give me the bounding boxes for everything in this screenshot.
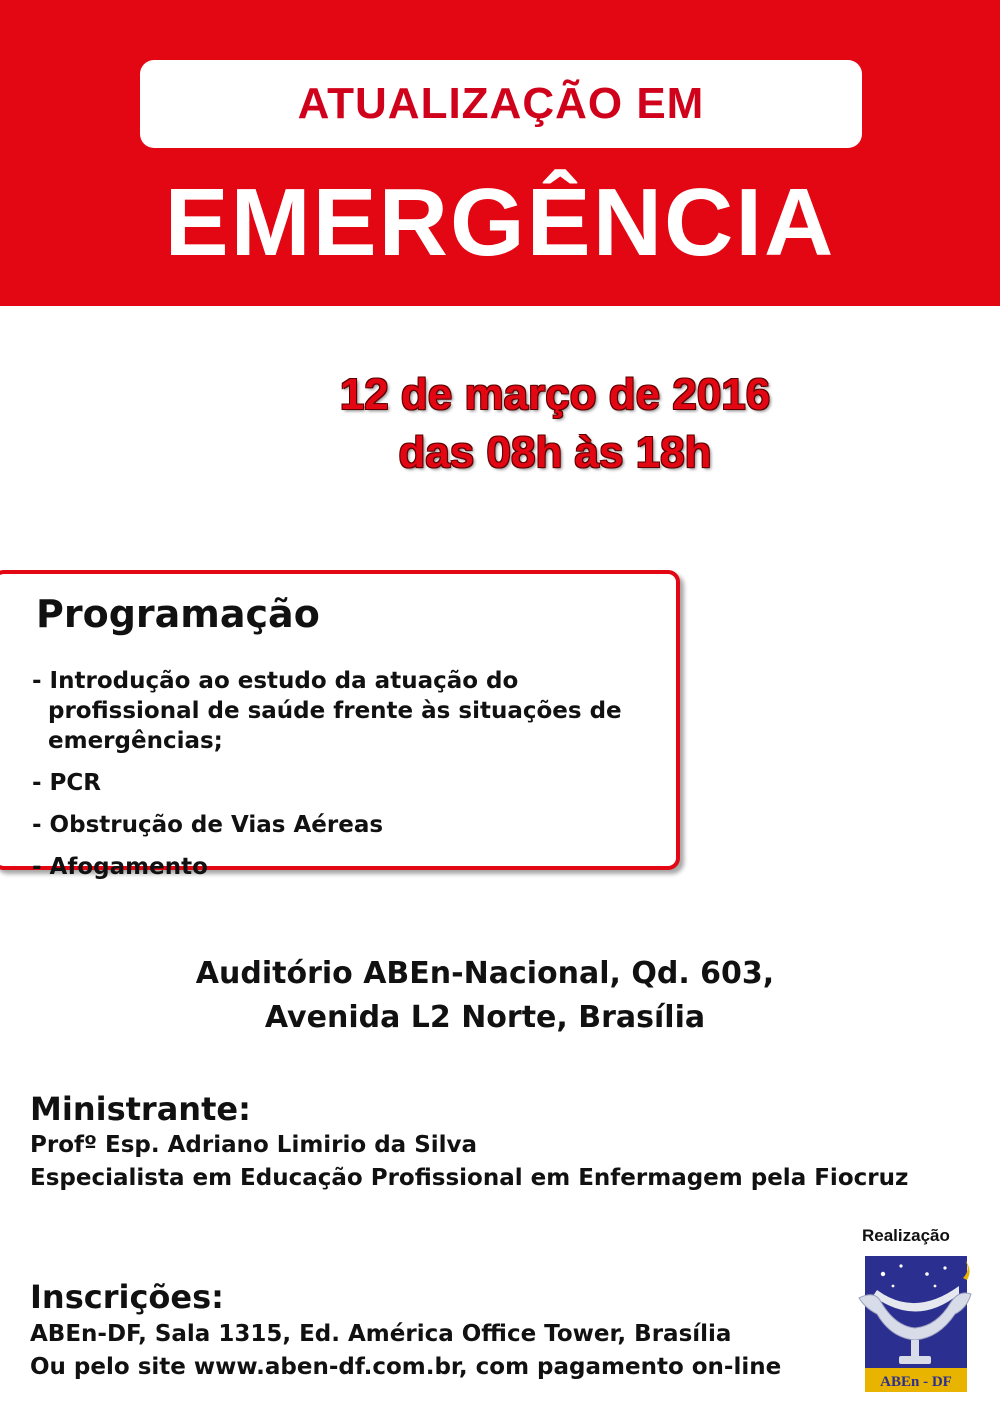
event-date: 12 de março de 2016	[339, 370, 771, 419]
instructor-name: Profº Esp. Adriano Limirio da Silva	[30, 1132, 478, 1158]
lamp-base-icon	[899, 1356, 931, 1364]
program-item: - Obstrução de Vias Aéreas	[32, 812, 384, 838]
registration-address: ABEn-DF, Sala 1315, Ed. América Office Tower, Brasília	[30, 1321, 732, 1347]
registration-heading: Inscrições:	[30, 1278, 224, 1316]
lamp-stem-icon	[911, 1340, 919, 1358]
subtitle-box	[140, 60, 862, 148]
instructor-heading: Ministrante:	[30, 1090, 251, 1128]
program-item: - Afogamento	[32, 854, 208, 880]
program-title: Programação	[36, 592, 320, 636]
header-banner	[0, 0, 1000, 306]
subtitle: ATUALIZAÇÃO EM	[297, 79, 705, 128]
instructor-credentials: Especialista em Educação Profissional em Enfermagem pela Fiocruz	[30, 1165, 909, 1191]
logo-text: ABEn - DF	[880, 1374, 952, 1390]
venue	[0, 952, 970, 1040]
event-time: das 08h às 18h	[398, 428, 712, 477]
venue-line1: Auditório ABEn-Nacional, Qd. 603,	[195, 956, 775, 991]
organizer-label: Realização	[862, 1226, 950, 1245]
registration-website[interactable]: Ou pelo site www.aben-df.com.br, com pagamento on-line	[30, 1354, 782, 1380]
event-datetime	[200, 366, 910, 482]
aben-df-logo	[855, 1256, 977, 1392]
program-list	[32, 666, 672, 894]
venue-line2: Avenida L2 Norte, Brasília	[264, 1000, 706, 1035]
program-item: - Introdução ao estudo da atuação do profissional de saúde frente às situações de emergências;	[32, 668, 622, 754]
page-title: EMERGÊNCIA	[164, 169, 836, 276]
program-item: - PCR	[32, 770, 101, 796]
program-box	[0, 570, 680, 880]
